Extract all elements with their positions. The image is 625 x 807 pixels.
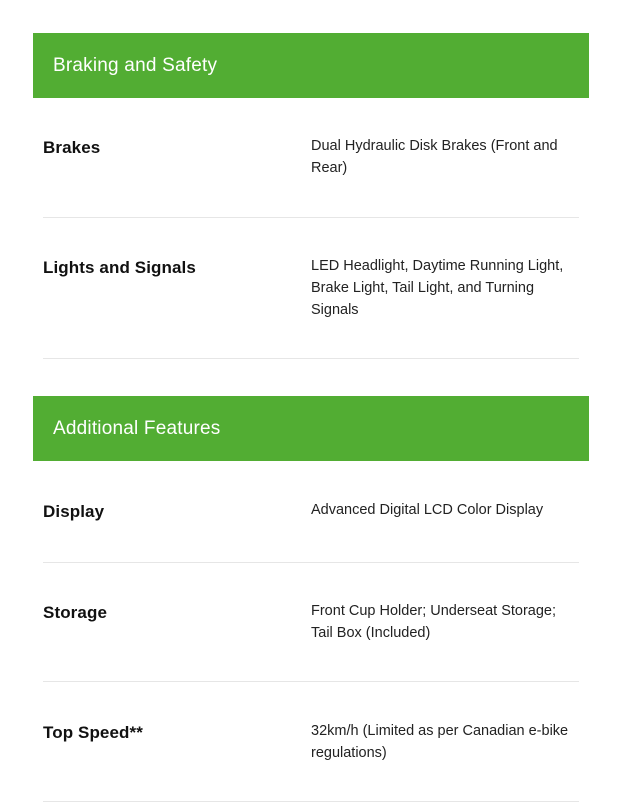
- spec-label: Top Speed**: [43, 723, 143, 742]
- spec-value: 32km/h (Limited as per Canadian e-bike regulations): [311, 723, 569, 761]
- section-title: Braking and Safety: [53, 55, 218, 76]
- spec-label: Lights and Signals: [43, 258, 196, 277]
- spec-value: Front Cup Holder; Underseat Storage; Tail Box (Included): [311, 603, 557, 641]
- spec-label: Brakes: [43, 138, 101, 157]
- row-divider: [43, 358, 579, 359]
- spec-label: Display: [43, 502, 105, 521]
- row-divider: [43, 681, 579, 682]
- spec-value: Advanced Digital LCD Color Display: [311, 502, 544, 518]
- row-divider: [43, 801, 579, 802]
- section-title: Additional Features: [53, 418, 221, 439]
- spec-value: LED Headlight, Daytime Running Light, Brake Light, Tail Light, and Turning Signals: [311, 258, 564, 318]
- row-divider: [43, 562, 579, 563]
- section-header-additional-features: [33, 396, 589, 461]
- spec-value: Dual Hydraulic Disk Brakes (Front and Rear): [311, 138, 558, 176]
- spec-label: Storage: [43, 603, 107, 622]
- section-header-braking-and-safety: [33, 33, 589, 98]
- row-divider: [43, 217, 579, 218]
